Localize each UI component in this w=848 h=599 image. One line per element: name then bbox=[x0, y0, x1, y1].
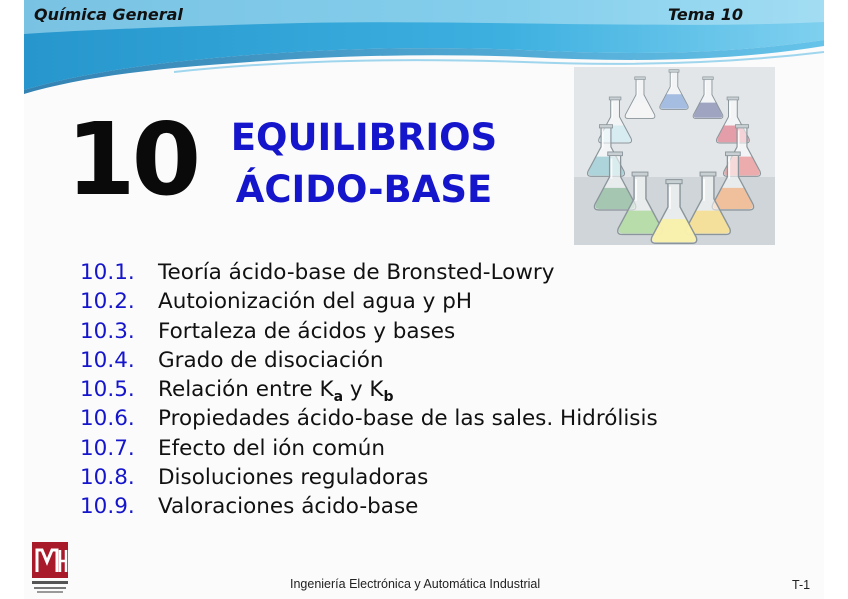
toc-text: Teoría ácido-base de Bronsted-Lowry bbox=[158, 260, 555, 285]
toc-item bbox=[80, 434, 658, 463]
toc-number: 10.6. bbox=[80, 406, 135, 432]
toc-text: Autoionización del agua y pH bbox=[158, 289, 473, 315]
topic-number: 10 bbox=[66, 101, 198, 218]
flasks-photo bbox=[574, 67, 775, 245]
title-line-2: ÁCIDO-BASE bbox=[235, 168, 493, 211]
toc-text: Valoraciones ácido-base bbox=[158, 494, 419, 520]
toc-item bbox=[80, 287, 658, 316]
logo-mark bbox=[28, 540, 72, 596]
kb-subscript: b bbox=[383, 389, 394, 406]
toc-text: Grado de disociación bbox=[158, 347, 384, 373]
toc-item bbox=[80, 317, 658, 346]
title-line-1: EQUILIBRIOS bbox=[230, 116, 498, 159]
toc-text: y K bbox=[343, 377, 384, 403]
course-title: Química General bbox=[34, 5, 183, 24]
university-logo-icon bbox=[28, 540, 72, 596]
toc-item bbox=[80, 492, 658, 521]
toc-number: 10.9. bbox=[80, 494, 135, 520]
toc-number: 10.4. bbox=[80, 347, 135, 373]
toc-item bbox=[80, 346, 658, 375]
toc-text: Relación entre K bbox=[158, 377, 334, 403]
flasks-illustration bbox=[574, 67, 775, 245]
toc-item bbox=[80, 463, 658, 492]
topic-title bbox=[214, 112, 514, 216]
toc-number: 10.7. bbox=[80, 435, 135, 461]
toc-item bbox=[80, 404, 658, 433]
toc-text: Disoluciones reguladoras bbox=[158, 465, 429, 491]
page-number: T-1 bbox=[792, 578, 811, 592]
table-of-contents bbox=[80, 258, 658, 522]
toc-item bbox=[80, 375, 658, 404]
toc-text: Propiedades ácido-base de las sales. Hidrólisis bbox=[158, 406, 658, 432]
toc-number: 10.8. bbox=[80, 465, 135, 491]
footer-program: Ingeniería Electrónica y Automática Industrial bbox=[290, 577, 541, 591]
toc-number: 10.1. bbox=[80, 260, 135, 285]
toc-number: 10.5. bbox=[80, 377, 135, 403]
ka-subscript: a bbox=[333, 389, 344, 406]
toc-number: 10.2. bbox=[80, 289, 135, 315]
toc-item bbox=[80, 258, 658, 287]
topic-tag: Tema 10 bbox=[668, 5, 744, 24]
toc-number: 10.3. bbox=[80, 318, 135, 344]
slide bbox=[24, 0, 824, 599]
toc-text: Fortaleza de ácidos y bases bbox=[158, 318, 456, 344]
toc-text: Efecto del ión común bbox=[158, 435, 386, 461]
